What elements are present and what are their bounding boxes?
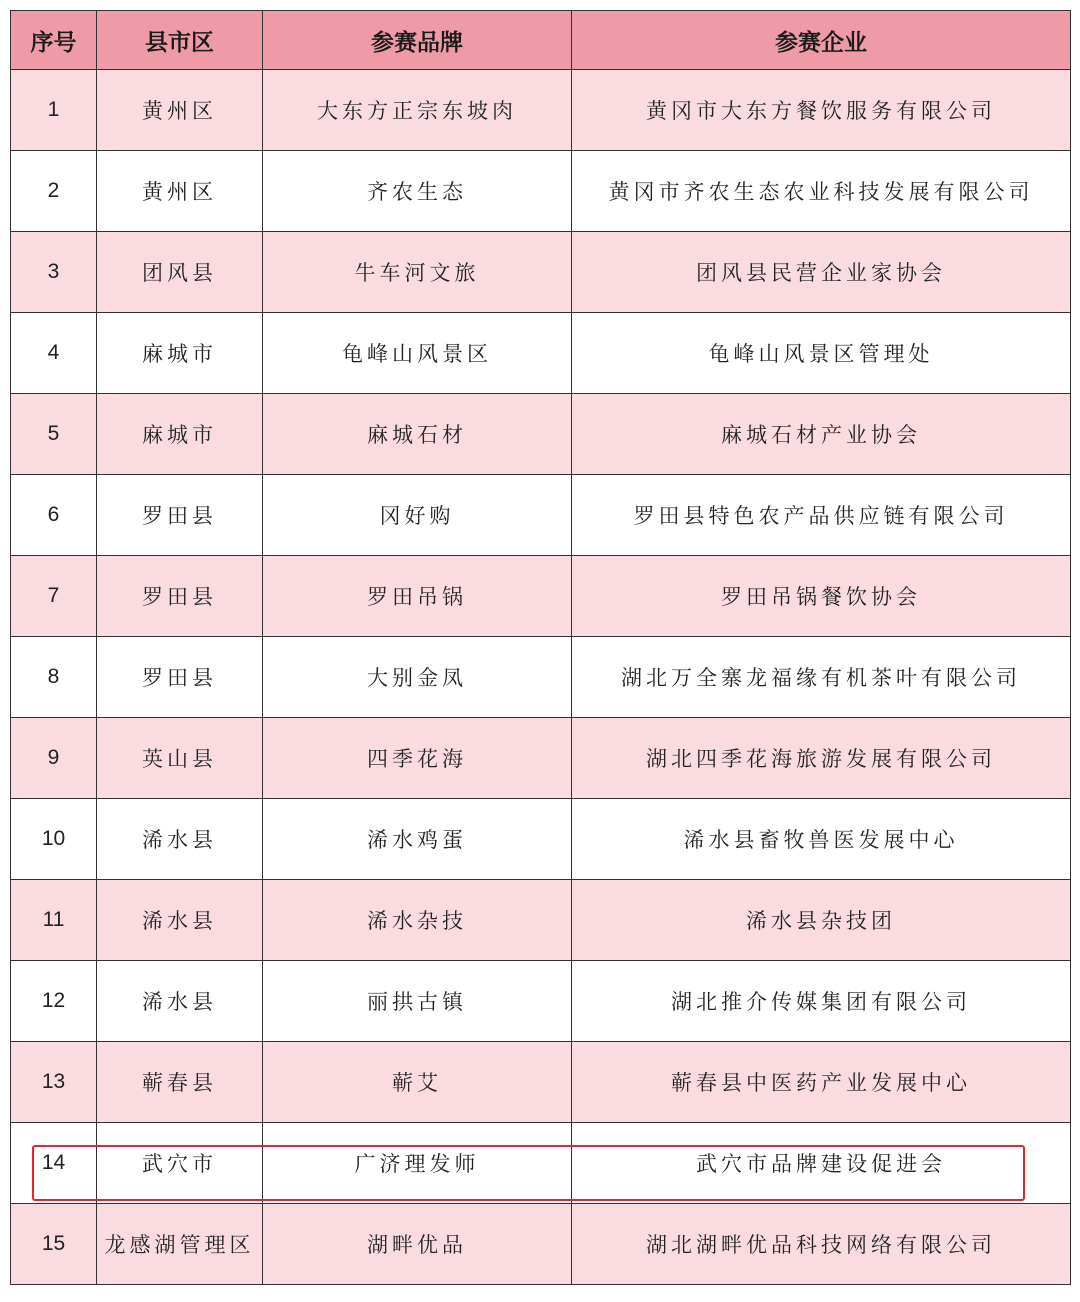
cell-company: 龟峰山风景区管理处 bbox=[572, 313, 1071, 394]
cell-company: 麻城石材产业协会 bbox=[572, 394, 1071, 475]
cell-company: 团风县民营企业家协会 bbox=[572, 232, 1071, 313]
cell-company: 罗田吊锅餐饮协会 bbox=[572, 556, 1071, 637]
table-row bbox=[11, 637, 1071, 718]
cell-index: 9 bbox=[11, 718, 97, 799]
cell-company: 湖北万全寨龙福缘有机茶叶有限公司 bbox=[572, 637, 1071, 718]
cell-district: 武穴市 bbox=[97, 1123, 263, 1204]
header-brand: 参赛品牌 bbox=[263, 11, 572, 70]
table-row bbox=[11, 232, 1071, 313]
cell-brand: 浠水杂技 bbox=[263, 880, 572, 961]
cell-brand: 大别金凤 bbox=[263, 637, 572, 718]
cell-brand: 罗田吊锅 bbox=[263, 556, 572, 637]
header-district: 县市区 bbox=[97, 11, 263, 70]
page bbox=[10, 10, 1070, 1285]
cell-brand: 冈好购 bbox=[263, 475, 572, 556]
cell-brand: 龟峰山风景区 bbox=[263, 313, 572, 394]
cell-index: 1 bbox=[11, 70, 97, 151]
cell-company: 湖北湖畔优品科技网络有限公司 bbox=[572, 1204, 1071, 1285]
table-row bbox=[11, 799, 1071, 880]
table-row-highlighted bbox=[11, 1123, 1071, 1204]
cell-district: 罗田县 bbox=[97, 556, 263, 637]
cell-index: 13 bbox=[11, 1042, 97, 1123]
cell-district: 黄州区 bbox=[97, 151, 263, 232]
cell-district: 浠水县 bbox=[97, 799, 263, 880]
header-company: 参赛企业 bbox=[572, 11, 1071, 70]
cell-company: 武穴市品牌建设促进会 bbox=[572, 1123, 1071, 1204]
cell-brand: 四季花海 bbox=[263, 718, 572, 799]
cell-index: 11 bbox=[11, 880, 97, 961]
cell-district: 罗田县 bbox=[97, 475, 263, 556]
cell-district: 英山县 bbox=[97, 718, 263, 799]
cell-brand: 大东方正宗东坡肉 bbox=[263, 70, 572, 151]
cell-district: 罗田县 bbox=[97, 637, 263, 718]
cell-index: 2 bbox=[11, 151, 97, 232]
cell-index: 4 bbox=[11, 313, 97, 394]
table-row bbox=[11, 718, 1071, 799]
cell-brand: 蕲艾 bbox=[263, 1042, 572, 1123]
table-row bbox=[11, 151, 1071, 232]
cell-company: 浠水县杂技团 bbox=[572, 880, 1071, 961]
cell-index: 12 bbox=[11, 961, 97, 1042]
table-row bbox=[11, 880, 1071, 961]
cell-district: 黄州区 bbox=[97, 70, 263, 151]
cell-company: 湖北推介传媒集团有限公司 bbox=[572, 961, 1071, 1042]
table-row bbox=[11, 313, 1071, 394]
cell-brand: 牛车河文旅 bbox=[263, 232, 572, 313]
table-row bbox=[11, 556, 1071, 637]
cell-district: 团风县 bbox=[97, 232, 263, 313]
cell-company: 湖北四季花海旅游发展有限公司 bbox=[572, 718, 1071, 799]
cell-index: 8 bbox=[11, 637, 97, 718]
cell-index: 5 bbox=[11, 394, 97, 475]
cell-district: 龙感湖管理区 bbox=[97, 1204, 263, 1285]
cell-company: 蕲春县中医药产业发展中心 bbox=[572, 1042, 1071, 1123]
cell-district: 麻城市 bbox=[97, 313, 263, 394]
table-row bbox=[11, 475, 1071, 556]
cell-index: 10 bbox=[11, 799, 97, 880]
cell-brand: 丽拱古镇 bbox=[263, 961, 572, 1042]
table-row bbox=[11, 1204, 1071, 1285]
contest-brand-table bbox=[10, 10, 1071, 1285]
cell-index: 3 bbox=[11, 232, 97, 313]
cell-district: 浠水县 bbox=[97, 961, 263, 1042]
table-body bbox=[11, 70, 1071, 1285]
table-row bbox=[11, 1042, 1071, 1123]
cell-index: 6 bbox=[11, 475, 97, 556]
cell-company: 罗田县特色农产品供应链有限公司 bbox=[572, 475, 1071, 556]
cell-district: 蕲春县 bbox=[97, 1042, 263, 1123]
cell-district: 浠水县 bbox=[97, 880, 263, 961]
cell-company: 黄冈市大东方餐饮服务有限公司 bbox=[572, 70, 1071, 151]
cell-index: 14 bbox=[11, 1123, 97, 1204]
table-header-row bbox=[11, 11, 1071, 70]
table-row bbox=[11, 394, 1071, 475]
cell-index: 15 bbox=[11, 1204, 97, 1285]
cell-brand: 麻城石材 bbox=[263, 394, 572, 475]
cell-brand: 湖畔优品 bbox=[263, 1204, 572, 1285]
cell-district: 麻城市 bbox=[97, 394, 263, 475]
cell-brand: 浠水鸡蛋 bbox=[263, 799, 572, 880]
header-index: 序号 bbox=[11, 11, 97, 70]
cell-index: 7 bbox=[11, 556, 97, 637]
table-row bbox=[11, 961, 1071, 1042]
cell-brand: 广济理发师 bbox=[263, 1123, 572, 1204]
cell-company: 黄冈市齐农生态农业科技发展有限公司 bbox=[572, 151, 1071, 232]
cell-company: 浠水县畜牧兽医发展中心 bbox=[572, 799, 1071, 880]
table-row bbox=[11, 70, 1071, 151]
cell-brand: 齐农生态 bbox=[263, 151, 572, 232]
